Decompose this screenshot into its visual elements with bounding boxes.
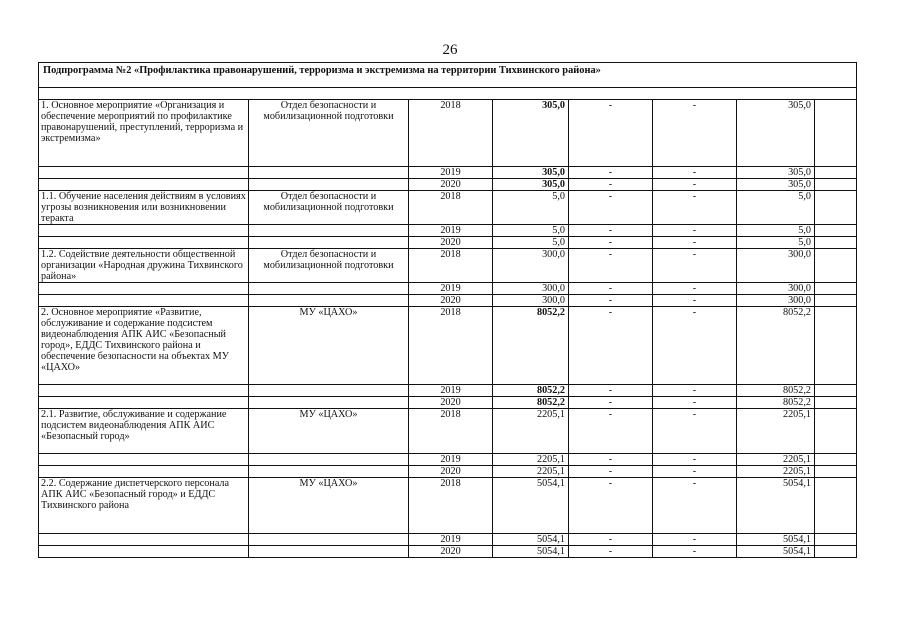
funding-col-1-cell: -	[569, 295, 653, 307]
local-budget-cell: 2205,1	[737, 466, 815, 478]
executor-cell	[249, 466, 409, 478]
executor-cell	[249, 237, 409, 249]
executor-cell	[249, 546, 409, 558]
funding-col-2-cell: -	[653, 534, 737, 546]
funding-col-2-cell: -	[653, 237, 737, 249]
empty-cell	[815, 225, 857, 237]
funding-col-1-cell: -	[569, 283, 653, 295]
executor-cell: МУ «ЦАХО»	[249, 409, 409, 454]
executor-cell: Отдел безопасности и мобилизационной подготовки	[249, 191, 409, 225]
total-amount-cell: 2205,1	[493, 466, 569, 478]
funding-col-2-cell: -	[653, 295, 737, 307]
spacer-cell	[39, 88, 857, 100]
activity-name-cell: 1.2. Содействие деятельности общественной организации «Народная дружина Тихвинского района»	[39, 249, 249, 283]
executor-cell	[249, 385, 409, 397]
funding-col-2-cell: -	[653, 179, 737, 191]
subprogram-table	[38, 62, 857, 558]
executor-cell	[249, 534, 409, 546]
total-amount-cell: 305,0	[493, 100, 569, 167]
empty-cell	[815, 295, 857, 307]
empty-cell	[815, 534, 857, 546]
executor-cell	[249, 295, 409, 307]
year-cell: 2020	[409, 295, 493, 307]
table-row	[39, 546, 857, 558]
activity-name-cell	[39, 454, 249, 466]
funding-col-1-cell: -	[569, 397, 653, 409]
executor-cell: МУ «ЦАХО»	[249, 478, 409, 534]
table-row	[39, 167, 857, 179]
table-row	[39, 295, 857, 307]
total-amount-cell: 300,0	[493, 249, 569, 283]
year-cell: 2020	[409, 237, 493, 249]
activity-name-cell	[39, 283, 249, 295]
table-row	[39, 283, 857, 295]
table-row	[39, 225, 857, 237]
total-amount-cell: 5,0	[493, 225, 569, 237]
total-amount-cell: 300,0	[493, 295, 569, 307]
local-budget-cell: 2205,1	[737, 454, 815, 466]
executor-cell	[249, 283, 409, 295]
empty-cell	[815, 191, 857, 225]
executor-cell	[249, 397, 409, 409]
activity-name-cell: 1. Основное мероприятие «Организация и обеспечение мероприятий по профилактике правонарушений, преступлений, терроризма и экстремизма»	[39, 100, 249, 167]
empty-cell	[815, 237, 857, 249]
year-cell: 2019	[409, 167, 493, 179]
empty-cell	[815, 385, 857, 397]
funding-col-2-cell: -	[653, 100, 737, 167]
funding-col-2-cell: -	[653, 167, 737, 179]
total-amount-cell: 2205,1	[493, 454, 569, 466]
table-row	[39, 534, 857, 546]
empty-cell	[815, 179, 857, 191]
funding-col-1-cell: -	[569, 225, 653, 237]
year-cell: 2020	[409, 397, 493, 409]
year-cell: 2018	[409, 249, 493, 283]
executor-cell: МУ «ЦАХО»	[249, 307, 409, 385]
funding-col-2-cell: -	[653, 454, 737, 466]
year-cell: 2019	[409, 283, 493, 295]
table-row	[39, 397, 857, 409]
local-budget-cell: 5054,1	[737, 534, 815, 546]
funding-col-2-cell: -	[653, 546, 737, 558]
funding-col-2-cell: -	[653, 478, 737, 534]
page-number: 26	[442, 42, 458, 58]
funding-col-1-cell: -	[569, 546, 653, 558]
year-cell: 2019	[409, 534, 493, 546]
empty-cell	[815, 466, 857, 478]
activity-name-cell	[39, 397, 249, 409]
local-budget-cell: 5054,1	[737, 478, 815, 534]
empty-cell	[815, 478, 857, 534]
empty-cell	[815, 307, 857, 385]
total-amount-cell: 300,0	[493, 283, 569, 295]
funding-col-1-cell: -	[569, 237, 653, 249]
activity-name-cell	[39, 466, 249, 478]
year-cell: 2018	[409, 100, 493, 167]
funding-col-1-cell: -	[569, 385, 653, 397]
empty-cell	[815, 409, 857, 454]
activity-name-cell	[39, 295, 249, 307]
activity-name-cell: 2. Основное мероприятие «Развитие, обслуживание и содержание подсистем видеонаблюдения АПК АИС «Безопасный город», ЕДДС Тихвинского района и обеспечение безопасности на объектах МУ «ЦАХО»	[39, 307, 249, 385]
activity-name-cell	[39, 225, 249, 237]
table-row	[39, 478, 857, 534]
local-budget-cell: 305,0	[737, 179, 815, 191]
table-row	[39, 191, 857, 225]
total-amount-cell: 5,0	[493, 191, 569, 225]
activity-name-cell	[39, 385, 249, 397]
local-budget-cell: 5054,1	[737, 546, 815, 558]
total-amount-cell: 5,0	[493, 237, 569, 249]
funding-col-2-cell: -	[653, 307, 737, 385]
year-cell: 2018	[409, 191, 493, 225]
table-row	[39, 237, 857, 249]
funding-col-1-cell: -	[569, 167, 653, 179]
funding-col-1-cell: -	[569, 534, 653, 546]
local-budget-cell: 305,0	[737, 167, 815, 179]
local-budget-cell: 300,0	[737, 249, 815, 283]
activity-name-cell	[39, 546, 249, 558]
empty-cell	[815, 454, 857, 466]
total-amount-cell: 2205,1	[493, 409, 569, 454]
local-budget-cell: 5,0	[737, 225, 815, 237]
empty-cell	[815, 167, 857, 179]
table-row	[39, 385, 857, 397]
table-row	[39, 100, 857, 167]
local-budget-cell: 5,0	[737, 237, 815, 249]
spacer-row	[39, 88, 857, 100]
local-budget-cell: 305,0	[737, 100, 815, 167]
year-cell: 2019	[409, 385, 493, 397]
activity-name-cell: 2.1. Развитие, обслуживание и содержание подсистем видеонаблюдения АПК АИС «Безопасный город»	[39, 409, 249, 454]
local-budget-cell: 300,0	[737, 295, 815, 307]
table-row	[39, 179, 857, 191]
activity-name-cell	[39, 167, 249, 179]
funding-col-1-cell: -	[569, 191, 653, 225]
executor-cell	[249, 167, 409, 179]
local-budget-cell: 5,0	[737, 191, 815, 225]
funding-col-2-cell: -	[653, 191, 737, 225]
local-budget-cell: 300,0	[737, 283, 815, 295]
empty-cell	[815, 100, 857, 167]
total-amount-cell: 5054,1	[493, 534, 569, 546]
activity-name-cell	[39, 534, 249, 546]
local-budget-cell: 8052,2	[737, 397, 815, 409]
funding-col-1-cell: -	[569, 454, 653, 466]
activity-name-cell: 1.1. Обучение населения действиям в условиях угрозы возникновения или возникновении теракта	[39, 191, 249, 225]
activity-name-cell	[39, 179, 249, 191]
executor-cell: Отдел безопасности и мобилизационной подготовки	[249, 100, 409, 167]
executor-cell	[249, 179, 409, 191]
table-row	[39, 466, 857, 478]
funding-col-2-cell: -	[653, 283, 737, 295]
total-amount-cell: 305,0	[493, 179, 569, 191]
year-cell: 2019	[409, 454, 493, 466]
table-row	[39, 409, 857, 454]
year-cell: 2018	[409, 478, 493, 534]
empty-cell	[815, 283, 857, 295]
year-cell: 2018	[409, 307, 493, 385]
total-amount-cell: 5054,1	[493, 478, 569, 534]
activity-name-cell: 2.2. Содержание диспетчерского персонала АПК АИС «Безопасный город» и ЕДДС Тихвинского района	[39, 478, 249, 534]
executor-cell: Отдел безопасности и мобилизационной подготовки	[249, 249, 409, 283]
executor-cell	[249, 225, 409, 237]
total-amount-cell: 5054,1	[493, 546, 569, 558]
funding-col-1-cell: -	[569, 307, 653, 385]
local-budget-cell: 8052,2	[737, 307, 815, 385]
year-cell: 2020	[409, 179, 493, 191]
subprogram-title-row	[39, 63, 857, 88]
subprogram-title: Подпрограмма №2 «Профилактика правонарушений, терроризма и экстремизма на территории Тихвинского района»	[39, 63, 857, 88]
funding-col-2-cell: -	[653, 409, 737, 454]
funding-col-1-cell: -	[569, 179, 653, 191]
funding-col-2-cell: -	[653, 225, 737, 237]
year-cell: 2019	[409, 225, 493, 237]
total-amount-cell: 305,0	[493, 167, 569, 179]
funding-col-1-cell: -	[569, 409, 653, 454]
total-amount-cell: 8052,2	[493, 397, 569, 409]
total-amount-cell: 8052,2	[493, 385, 569, 397]
total-amount-cell: 8052,2	[493, 307, 569, 385]
empty-cell	[815, 397, 857, 409]
local-budget-cell: 8052,2	[737, 385, 815, 397]
activity-name-cell	[39, 237, 249, 249]
empty-cell	[815, 546, 857, 558]
funding-col-1-cell: -	[569, 478, 653, 534]
funding-col-2-cell: -	[653, 397, 737, 409]
local-budget-cell: 2205,1	[737, 409, 815, 454]
funding-col-1-cell: -	[569, 466, 653, 478]
table-row	[39, 307, 857, 385]
executor-cell	[249, 454, 409, 466]
funding-col-2-cell: -	[653, 249, 737, 283]
year-cell: 2020	[409, 466, 493, 478]
funding-col-1-cell: -	[569, 100, 653, 167]
table-row	[39, 454, 857, 466]
year-cell: 2018	[409, 409, 493, 454]
funding-col-1-cell: -	[569, 249, 653, 283]
funding-col-2-cell: -	[653, 466, 737, 478]
empty-cell	[815, 249, 857, 283]
funding-col-2-cell: -	[653, 385, 737, 397]
table-row	[39, 249, 857, 283]
year-cell: 2020	[409, 546, 493, 558]
